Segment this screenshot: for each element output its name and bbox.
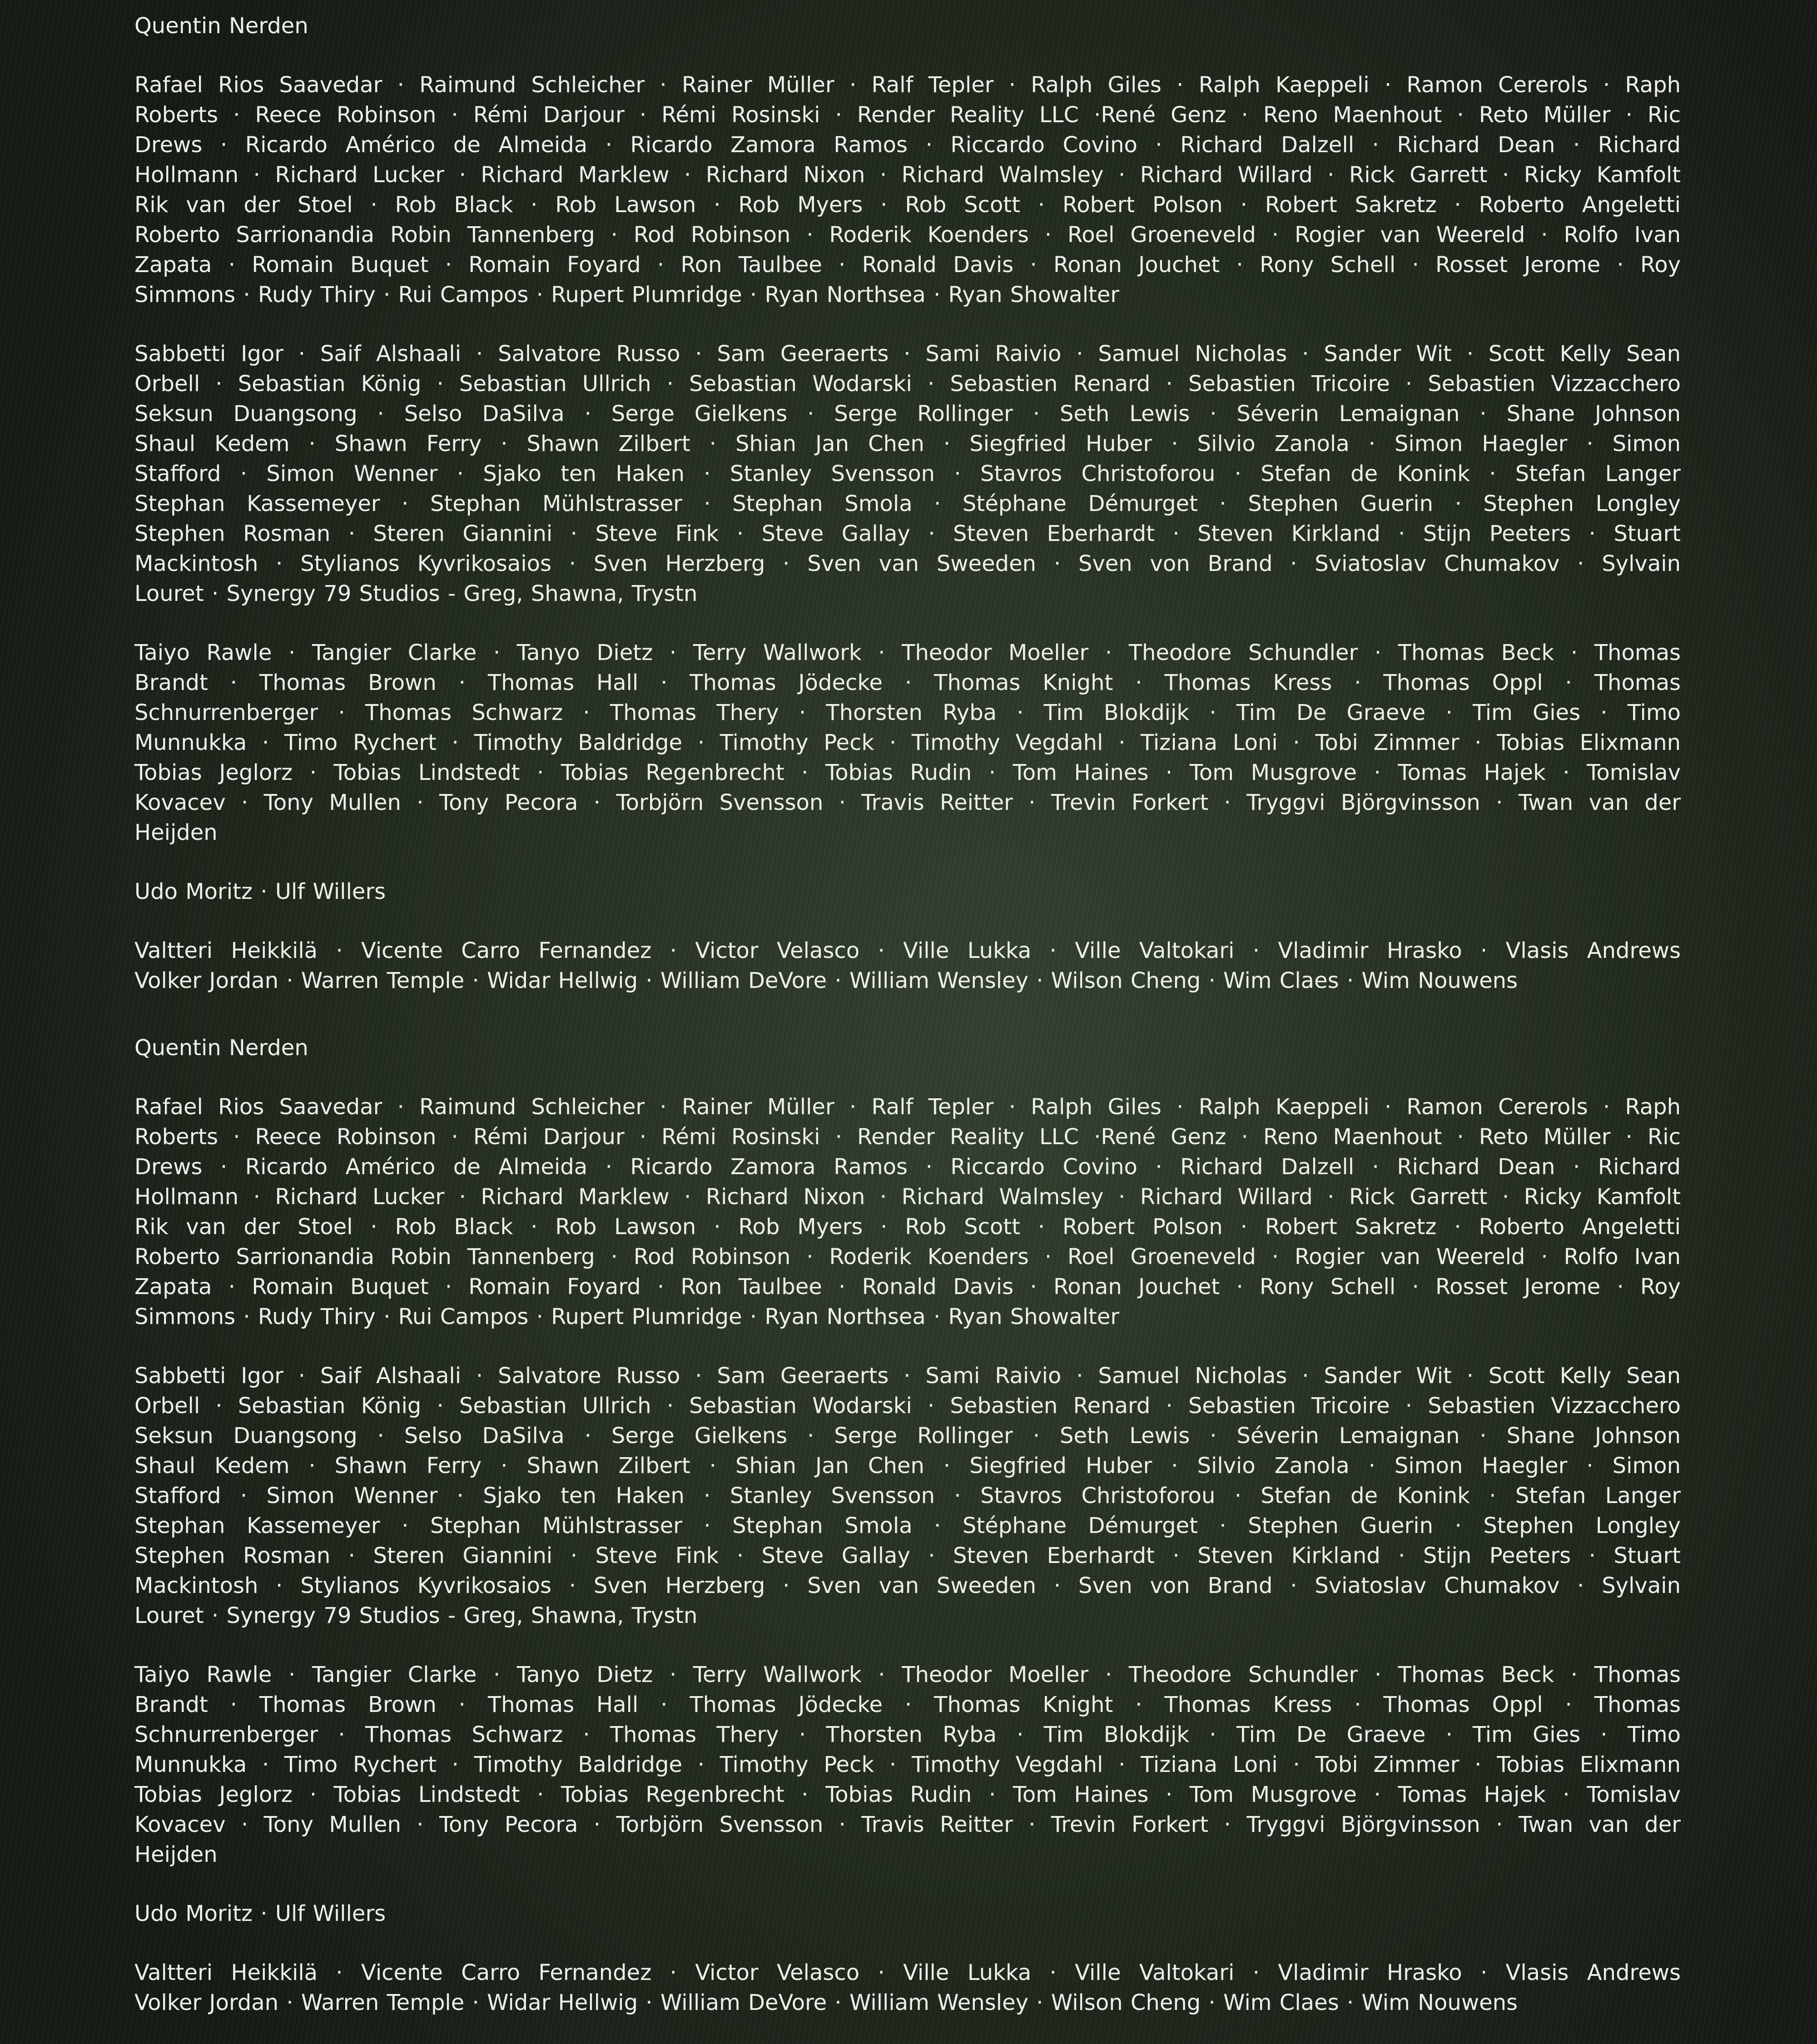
credits-line: Stafford · Simon Wenner · Sjako ten Haken · Stanley Svensson · Stavros Christoforou · Stefan de Konink · Stefan Langer [134,461,1681,486]
credits-paragraph-credits-s [134,339,1681,609]
credits-paragraph-credits-v-w [134,936,1681,996]
credits-line: Valtteri Heikkilä · Vicente Carro Fernandez · Victor Velasco · Ville Lukka · Ville Valtokari · Vladimir Hrasko · Vlasis Andrews [134,938,1681,963]
credits-line: Orbell · Sebastian König · Sebastian Ullrich · Sebastian Wodarski · Sebastien Renard · Sebastien Tricoire · Sebastien Vizzacchero [134,371,1681,397]
credits-line: Taiyo Rawle · Tangier Clarke · Tanyo Dietz · Terry Wallwork · Theodor Moeller · Theodore Schundler · Thomas Beck · Thomas [134,640,1681,665]
credits-line: Heijden [134,820,218,845]
credits-line: Heijden [134,1842,218,1867]
credits-line: Simmons · Rudy Thiry · Rui Campos · Rupert Plumridge · Ryan Northsea · Ryan Showalter [134,282,1120,308]
credits-line: Stafford · Simon Wenner · Sjako ten Haken · Stanley Svensson · Stavros Christoforou · Stefan de Konink · Stefan Langer [134,1483,1681,1508]
credits-line: Orbell · Sebastian König · Sebastian Ullrich · Sebastian Wodarski · Sebastien Renard · Sebastien Tricoire · Sebastien Vizzacchero [134,1393,1681,1419]
credits-line: Munnukka · Timo Rychert · Timothy Baldridge · Timothy Peck · Timothy Vegdahl · Tiziana Loni · Tobi Zimmer · Tobias Elixmann [134,730,1681,755]
credits-paragraph-header-name [134,1033,1681,1063]
credits-paragraph-credits-r [134,70,1681,310]
credits-line: Seksun Duangsong · Selso DaSilva · Serge Gielkens · Serge Rollinger · Seth Lewis · Séverin Lemaignan · Shane Johnson [134,1423,1681,1449]
credits-line: Zapata · Romain Buquet · Romain Foyard · Ron Taulbee · Ronald Davis · Ronan Jouchet · Rony Schell · Rosset Jerome · Roy [134,252,1681,278]
credits-line: Rafael Rios Saavedar · Raimund Schleicher · Rainer Müller · Ralf Tepler · Ralph Giles · Ralph Kaeppeli · Ramon Cererols · Raph [134,1094,1681,1120]
credits-line: Kovacev · Tony Mullen · Tony Pecora · Torbjörn Svensson · Travis Reitter · Trevin Forkert · Tryggvi Björgvinsson · Twan van der [134,790,1681,815]
credits-list-section [0,0,1681,1022]
credits-paragraph-credits-u [134,877,1681,907]
credits-line: Valtteri Heikkilä · Vicente Carro Fernandez · Victor Velasco · Ville Lukka · Ville Valtokari · Vladimir Hrasko · Vlasis Andrews [134,1960,1681,1985]
credits-line: Sabbetti Igor · Saif Alshaali · Salvatore Russo · Sam Geeraerts · Sami Raivio · Samuel Nicholas · Sander Wit · Scott Kelly Sean [134,1363,1681,1389]
credits-line: Volker Jordan · Warren Temple · Widar Hellwig · William DeVore · William Wensley · Wilson Cheng · Wim Claes · Wim Nouwens [134,1990,1518,2015]
credits-line: Zapata · Romain Buquet · Romain Foyard · Ron Taulbee · Ronald Davis · Ronan Jouchet · Rony Schell · Rosset Jerome · Roy [134,1274,1681,1300]
credits-line: Brandt · Thomas Brown · Thomas Hall · Thomas Jödecke · Thomas Knight · Thomas Kress · Thomas Oppl · Thomas [134,1692,1681,1717]
credits-line: Seksun Duangsong · Selso DaSilva · Serge Gielkens · Serge Rollinger · Seth Lewis · Séverin Lemaignan · Shane Johnson [134,401,1681,427]
credits-line: Drews · Ricardo Américo de Almeida · Ricardo Zamora Ramos · Riccardo Covino · Richard Dalzell · Richard Dean · Richard [134,1154,1681,1180]
credits-line: Stephan Kassemeyer · Stephan Mühlstrasser · Stephan Smola · Stéphane Démurget · Stephen Guerin · Stephen Longley [134,1513,1681,1538]
credits-line: Munnukka · Timo Rychert · Timothy Baldridge · Timothy Peck · Timothy Vegdahl · Tiziana Loni · Tobi Zimmer · Tobias Elixmann [134,1752,1681,1777]
credits-line: Brandt · Thomas Brown · Thomas Hall · Thomas Jödecke · Thomas Knight · Thomas Kress · Thomas Oppl · Thomas [134,670,1681,695]
credits-line: Hollmann · Richard Lucker · Richard Marklew · Richard Nixon · Richard Walmsley · Richard Willard · Rick Garrett · Ricky Kamfolt [134,1184,1681,1210]
credits-line: Roberts · Reece Robinson · Rémi Darjour · Rémi Rosinski · Render Reality LLC ·René Genz · Reno Maenhout · Reto Müller · Ric [134,1124,1681,1150]
credits-line: Schnurrenberger · Thomas Schwarz · Thomas Thery · Thorsten Ryba · Tim Blokdijk · Tim De Graeve · Tim Gies · Timo [134,1722,1681,1747]
credits-line: Stephen Rosman · Steren Giannini · Steve Fink · Steve Gallay · Steven Eberhardt · Steven Kirkland · Stijn Peeters · Stuart [134,521,1681,546]
credits-paragraph-credits-v-w [134,1958,1681,2018]
credits-line: Roberto Sarrionandia Robin Tannenberg · Rod Robinson · Roderik Koenders · Roel Groeneveld · Rogier van Weereld · Rolfo Ivan [134,222,1681,248]
credits-line: Udo Moritz · Ulf Willers [134,879,386,904]
credits-line: Tobias Jeglorz · Tobias Lindstedt · Tobias Regenbrecht · Tobias Rudin · Tom Haines · Tom Musgrove · Tomas Hajek · Tomislav [134,1782,1681,1807]
credits-line: Rafael Rios Saavedar · Raimund Schleicher · Rainer Müller · Ralf Tepler · Ralph Giles · Ralph Kaeppeli · Ramon Cererols · Raph [134,72,1681,98]
credits-line: Schnurrenberger · Thomas Schwarz · Thomas Thery · Thorsten Ryba · Tim Blokdijk · Tim De Graeve · Tim Gies · Timo [134,700,1681,725]
credits-line: Hollmann · Richard Lucker · Richard Marklew · Richard Nixon · Richard Walmsley · Richard Willard · Rick Garrett · Ricky Kamfolt [134,162,1681,188]
credits-line: Taiyo Rawle · Tangier Clarke · Tanyo Dietz · Terry Wallwork · Theodor Moeller · Theodore Schundler · Thomas Beck · Thomas [134,1662,1681,1687]
credits-line: Sabbetti Igor · Saif Alshaali · Salvatore Russo · Sam Geeraerts · Sami Raivio · Samuel Nicholas · Sander Wit · Scott Kelly Sean [134,341,1681,367]
credits-paragraph-credits-u [134,1899,1681,1929]
credits-line: Roberts · Reece Robinson · Rémi Darjour · Rémi Rosinski · Render Reality LLC ·René Genz · Reno Maenhout · Reto Müller · Ric [134,102,1681,128]
credits-line: Volker Jordan · Warren Temple · Widar Hellwig · William DeVore · William Wensley · Wilson Cheng · Wim Claes · Wim Nouwens [134,968,1518,993]
credits-line: Roberto Sarrionandia Robin Tannenberg · Rod Robinson · Roderik Koenders · Roel Groeneveld · Rogier van Weereld · Rolfo Ivan [134,1244,1681,1270]
credits-line: Drews · Ricardo Américo de Almeida · Ricardo Zamora Ramos · Riccardo Covino · Richard Dalzell · Richard Dean · Richard [134,132,1681,158]
credits-line: Quentin Nerden [134,1035,308,1061]
credits-line: Stephan Kassemeyer · Stephan Mühlstrasser · Stephan Smola · Stéphane Démurget · Stephen Guerin · Stephen Longley [134,491,1681,516]
credits-line: Tobias Jeglorz · Tobias Lindstedt · Tobias Regenbrecht · Tobias Rudin · Tom Haines · Tom Musgrove · Tomas Hajek · Tomislav [134,760,1681,785]
credits-line: Shaul Kedem · Shawn Ferry · Shawn Zilbert · Shian Jan Chen · Siegfried Huber · Silvio Zanola · Simon Haegler · Simon [134,1453,1681,1478]
credits-line: Rik van der Stoel · Rob Black · Rob Lawson · Rob Myers · Rob Scott · Robert Polson · Robert Sakretz · Roberto Angeletti [134,192,1681,218]
credits-paragraph-credits-s [134,1361,1681,1631]
credits-line: Stephen Rosman · Steren Giannini · Steve Fink · Steve Gallay · Steven Eberhardt · Steven Kirkland · Stijn Peeters · Stuart [134,1543,1681,1568]
credits-line: Udo Moritz · Ulf Willers [134,1901,386,1926]
credits-line: Quentin Nerden [134,13,308,39]
credits-paragraph-credits-r [134,1092,1681,1332]
credits-list-section [0,1022,1681,2044]
credits-paragraph-credits-t [134,638,1681,848]
credits-line: Mackintosh · Stylianos Kyvrikosaios · Sven Herzberg · Sven van Sweeden · Sven von Brand · Sviatoslav Chumakov · Sylvain [134,1573,1681,1598]
credits-line: Mackintosh · Stylianos Kyvrikosaios · Sven Herzberg · Sven van Sweeden · Sven von Brand · Sviatoslav Chumakov · Sylvain [134,551,1681,576]
credits-paragraph-header-name [134,11,1681,41]
credits-line: Kovacev · Tony Mullen · Tony Pecora · Torbjörn Svensson · Travis Reitter · Trevin Forkert · Tryggvi Björgvinsson · Twan van der [134,1812,1681,1837]
credits-paragraph-credits-t [134,1660,1681,1870]
credits-line: Louret · Synergy 79 Studios - Greg, Shawna, Trystn [134,1603,698,1628]
credits-line: Simmons · Rudy Thiry · Rui Campos · Rupert Plumridge · Ryan Northsea · Ryan Showalter [134,1304,1120,1330]
credits-line: Shaul Kedem · Shawn Ferry · Shawn Zilbert · Shian Jan Chen · Siegfried Huber · Silvio Zanola · Simon Haegler · Simon [134,431,1681,456]
credits-line: Louret · Synergy 79 Studios - Greg, Shawna, Trystn [134,581,698,606]
credits-line: Rik van der Stoel · Rob Black · Rob Lawson · Rob Myers · Rob Scott · Robert Polson · Robert Sakretz · Roberto Angeletti [134,1214,1681,1240]
